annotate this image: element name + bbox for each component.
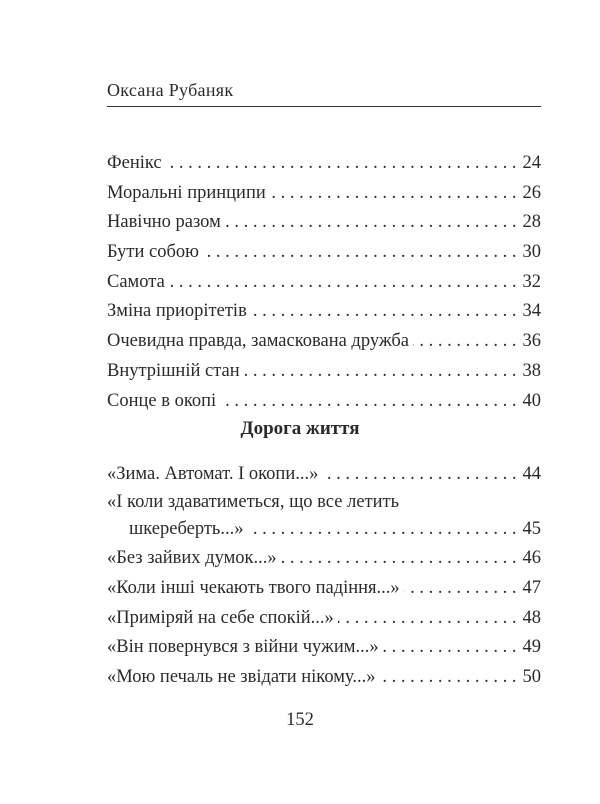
toc-entry-page: 34 [522, 301, 541, 322]
dot-leader [270, 179, 517, 209]
toc-entry[interactable] [107, 238, 541, 268]
page-number: 152 [286, 710, 314, 730]
toc-entry-title: Очевидна правда, замаскована дружба [107, 331, 410, 352]
toc-entry-title: Фенікс [107, 153, 162, 173]
dot-leader [220, 387, 516, 417]
dot-leader [244, 357, 517, 387]
toc-entry[interactable] [107, 357, 541, 387]
dot-leader [166, 149, 517, 179]
toc-entry[interactable] [107, 297, 541, 327]
dot-leader [413, 327, 516, 357]
toc-entry[interactable] [107, 387, 541, 417]
toc-entry-title: «Коли інші чекають твого падіння...» [107, 578, 400, 599]
dot-leader [203, 238, 517, 268]
dot-leader [169, 268, 517, 298]
dot-leader [404, 574, 517, 604]
toc-list-part1 [107, 149, 541, 416]
toc-entry-title-line2: шкереберть...» [129, 518, 244, 539]
toc-entry-title: Навічно разом [107, 212, 221, 233]
dot-leader [383, 633, 517, 663]
toc-entry[interactable] [107, 268, 541, 298]
toc-entry-page: 30 [522, 242, 541, 263]
toc-entry-title: «Мою печаль не звідати нікому...» [107, 667, 376, 688]
toc-entry-page: 32 [522, 271, 541, 292]
toc-entry-page: 49 [522, 637, 541, 658]
dot-leader [281, 544, 517, 574]
toc-entry-title: Сонце в окопі [107, 390, 217, 411]
toc-entry-page: 47 [522, 578, 541, 599]
toc-entry[interactable] [107, 460, 541, 490]
toc-entry-page: 44 [522, 464, 541, 484]
dot-leader [247, 515, 516, 545]
toc-entry-title: «Він повернувся з війни чужим...» [107, 637, 379, 658]
toc-entry-page: 48 [522, 607, 541, 628]
toc-entry-page: 50 [522, 667, 541, 688]
toc-entry[interactable] [107, 179, 541, 209]
toc-entry-title: Моральні принципи [107, 182, 266, 203]
toc-entry-page: 24 [522, 153, 541, 173]
dot-leader [322, 460, 516, 490]
running-header-author: Оксана Рубаняк [107, 80, 234, 100]
dot-leader [379, 663, 516, 693]
toc-entry[interactable] [107, 604, 541, 634]
toc-entry-title: Самота [107, 271, 165, 292]
dot-leader [225, 208, 517, 238]
toc-entry-title: Зміна приорітетів [107, 301, 247, 322]
toc-entry-title: Бути собою [107, 242, 199, 263]
toc-entry[interactable] [107, 633, 541, 663]
toc-list-part2 [107, 460, 541, 693]
toc-entry-page: 40 [522, 390, 541, 411]
toc-entry[interactable] [107, 327, 541, 357]
toc-entry-page: 26 [522, 182, 541, 203]
toc-entry[interactable] [107, 149, 541, 179]
toc-entry-title: Внутрішній стан [107, 360, 240, 381]
toc-entry[interactable] [107, 663, 541, 693]
toc-entry-page: 38 [522, 360, 541, 381]
toc-entry-title: «Без зайвих думок...» [107, 548, 277, 569]
toc-entry[interactable] [107, 574, 541, 604]
toc-entry-page: 28 [522, 212, 541, 233]
section-heading: Дорога життя [240, 418, 360, 439]
dot-leader [338, 604, 517, 634]
toc-entry-title: «Приміряй на себе спокій...» [107, 607, 334, 628]
toc-entry-page: 45 [522, 518, 541, 539]
toc-entry[interactable] [107, 544, 541, 574]
header-rule [107, 106, 541, 107]
toc-entry-page: 36 [522, 331, 541, 352]
toc-entry[interactable] [107, 208, 541, 238]
toc-entry[interactable] [107, 490, 541, 545]
toc-entry-page: 46 [522, 548, 541, 569]
toc-entry-title: «Зима. Автомат. І окопи...» [107, 464, 319, 484]
toc-entry-title-line1: «І коли здаватиметься, що все летить [107, 491, 400, 512]
dot-leader [251, 297, 517, 327]
